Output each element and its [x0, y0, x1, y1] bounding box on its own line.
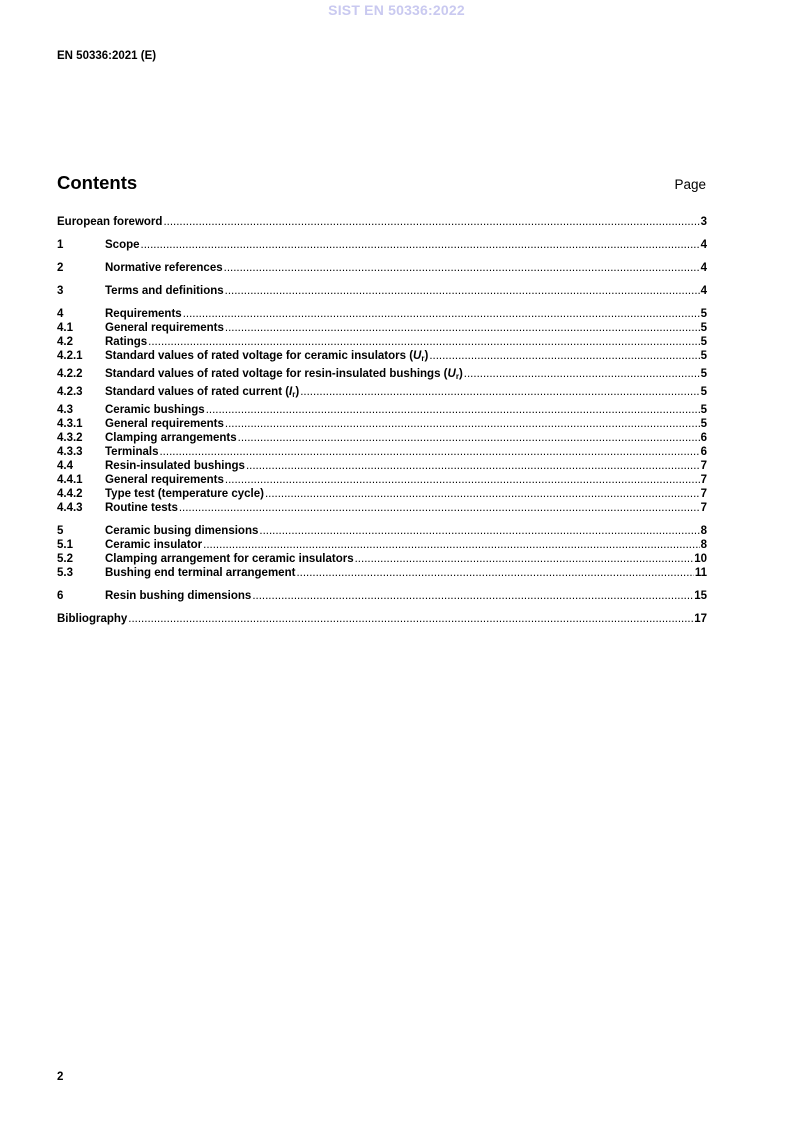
toc-entry-page: 7	[700, 488, 707, 500]
toc-entry-number: 5	[57, 525, 64, 537]
toc-entry-title: Normative references	[105, 262, 223, 274]
toc-entry-5[interactable]	[57, 524, 707, 538]
toc-entry-number: 5.1	[57, 539, 73, 551]
toc-entry-page: 5	[700, 308, 707, 320]
title-text: Standard values of rated current (	[105, 386, 290, 398]
toc-entry-title: Clamping arrangement for ceramic insulators	[105, 553, 354, 565]
toc-entry-number: 5.3	[57, 567, 73, 579]
toc-entry-title: Ratings	[105, 336, 148, 348]
toc-entry-page: 10	[694, 553, 707, 565]
toc-entry-number: 2	[57, 262, 64, 274]
toc-entry-4-1[interactable]	[57, 321, 707, 335]
symbol: U	[447, 368, 456, 380]
toc-entry-4[interactable]	[57, 307, 707, 321]
toc-entry-page: 8	[700, 525, 707, 537]
title-text: Standard values of rated voltage for resin-insulated bushings (	[105, 368, 448, 380]
dot-leader	[238, 431, 700, 445]
toc-entry-page: 5	[700, 322, 707, 334]
title-text: )	[424, 350, 429, 362]
toc-entry-4-4[interactable]	[57, 459, 707, 473]
toc-entry-page: 5	[700, 350, 707, 362]
toc-entry-title: Terms and definitions	[105, 285, 224, 297]
toc-entry-page: 7	[700, 474, 707, 486]
symbol-subscript: r	[292, 390, 296, 399]
toc-entry-4-2[interactable]	[57, 335, 707, 349]
toc-entry-title: Scope	[105, 239, 140, 251]
toc-entry-4-2-3[interactable]	[57, 385, 707, 399]
toc-entry-5-3[interactable]	[57, 566, 707, 580]
dot-leader	[141, 238, 700, 252]
toc-entry-title: Bibliography	[57, 613, 128, 625]
toc-entry-title: General requirements	[105, 474, 224, 486]
toc-entry-3[interactable]	[57, 284, 707, 298]
toc-entry-page: 3	[700, 216, 707, 228]
page-column-heading: Page	[674, 177, 706, 192]
symbol: U	[413, 350, 422, 362]
dot-leader	[224, 261, 700, 275]
toc-entry-page: 4	[700, 285, 707, 297]
dot-leader	[225, 473, 700, 487]
symbol: I	[289, 386, 293, 398]
toc-entry-page: 6	[700, 446, 707, 458]
toc-entry-5-2[interactable]	[57, 552, 707, 566]
toc-entry-title	[105, 385, 299, 399]
toc-entry-page: 5	[700, 386, 707, 398]
toc-entry-4-3-1[interactable]	[57, 417, 707, 431]
toc-entry-number: 1	[57, 239, 64, 251]
dot-leader	[259, 524, 699, 538]
contents-heading: Contents	[57, 172, 138, 193]
toc-entry-number: 4.4.1	[57, 474, 83, 486]
toc-entry-number: 4.3.2	[57, 432, 83, 444]
toc-entry-page: 5	[700, 418, 707, 430]
dot-leader	[203, 538, 699, 552]
toc-entry-title: General requirements	[105, 322, 224, 334]
toc-entry-page: 5	[700, 404, 707, 416]
toc-entry-page: 4	[700, 239, 707, 251]
toc-entry-page: 11	[694, 567, 707, 579]
toc-entry-4-4-3[interactable]	[57, 501, 707, 515]
toc-entry-title: Requirements	[105, 308, 182, 320]
toc-entry-title	[105, 367, 463, 381]
title-text: )	[295, 386, 300, 398]
toc-entry-title: Resin bushing dimensions	[105, 590, 252, 602]
dot-leader	[296, 566, 693, 580]
dot-leader	[163, 215, 699, 229]
dot-leader	[159, 445, 699, 459]
dot-leader	[355, 552, 694, 566]
toc-entry-page: 15	[694, 590, 707, 602]
dot-leader	[265, 487, 700, 501]
toc-entry-4-2-2[interactable]	[57, 367, 707, 381]
toc-entry-4-3[interactable]	[57, 403, 707, 417]
dot-leader	[300, 385, 699, 399]
toc-entry-bibliography[interactable]	[57, 612, 707, 626]
symbol-subscript: r	[455, 372, 459, 381]
toc-entry-title: Bushing end terminal arrangement	[105, 567, 296, 579]
toc-entry-title: Ceramic insulator	[105, 539, 203, 551]
toc-entry-number: 4.2.3	[57, 386, 83, 398]
toc-entry-page: 5	[700, 336, 707, 348]
toc-entry-title: Resin-insulated bushings	[105, 460, 245, 472]
dot-leader	[183, 307, 700, 321]
dot-leader	[225, 417, 700, 431]
table-of-contents	[57, 215, 707, 626]
dot-leader	[206, 403, 700, 417]
toc-entry-page: 8	[700, 539, 707, 551]
toc-entry-page: 6	[700, 432, 707, 444]
toc-entry-4-2-1[interactable]	[57, 349, 707, 363]
toc-entry-european-foreword[interactable]	[57, 215, 707, 229]
dot-leader	[429, 349, 699, 363]
toc-entry-5-1[interactable]	[57, 538, 707, 552]
document-id: EN 50336:2021 (E)	[57, 50, 157, 62]
toc-entry-number: 4.2.1	[57, 350, 83, 362]
dot-leader	[179, 501, 700, 515]
toc-entry-6[interactable]	[57, 589, 707, 603]
toc-entry-number: 4.2	[57, 336, 73, 348]
toc-entry-page: 5	[700, 368, 707, 380]
toc-entry-number: 4.1	[57, 322, 73, 334]
toc-entry-number: 4.4.2	[57, 488, 83, 500]
dot-leader	[148, 335, 699, 349]
toc-entry-number: 6	[57, 590, 64, 602]
symbol-subscript: r	[421, 354, 425, 363]
toc-entry-1[interactable]	[57, 238, 707, 252]
toc-entry-number: 3	[57, 285, 64, 297]
dot-leader	[252, 589, 693, 603]
toc-entry-page: 17	[694, 613, 707, 625]
toc-entry-title: General requirements	[105, 418, 224, 430]
toc-entry-title: Terminals	[105, 446, 159, 458]
toc-entry-number: 4.2.2	[57, 368, 83, 380]
watermark: SIST EN 50336:2022	[328, 2, 465, 18]
toc-entry-4-4-1[interactable]	[57, 473, 707, 487]
toc-entry-page: 4	[700, 262, 707, 274]
toc-entry-number: 4.3	[57, 404, 73, 416]
toc-entry-number: 4.4	[57, 460, 73, 472]
toc-entry-2[interactable]	[57, 261, 707, 275]
toc-entry-title: Routine tests	[105, 502, 178, 514]
title-text: Standard values of rated voltage for ceramic insulators (	[105, 350, 414, 362]
dot-leader	[225, 284, 700, 298]
toc-entry-4-4-2[interactable]	[57, 487, 707, 501]
toc-entry-title: Type test (temperature cycle)	[105, 488, 264, 500]
title-text: )	[458, 368, 463, 380]
dot-leader	[128, 612, 693, 626]
toc-entry-page: 7	[700, 460, 707, 472]
toc-entry-page: 7	[700, 502, 707, 514]
toc-entry-number: 5.2	[57, 553, 73, 565]
toc-entry-number: 4	[57, 308, 64, 320]
dot-leader	[464, 367, 700, 381]
toc-entry-4-3-3[interactable]	[57, 445, 707, 459]
toc-entry-4-3-2[interactable]	[57, 431, 707, 445]
toc-entry-title: Ceramic busing dimensions	[105, 525, 259, 537]
dot-leader	[246, 459, 700, 473]
toc-entry-title: European foreword	[57, 216, 163, 228]
page-number: 2	[57, 1071, 64, 1083]
toc-entry-number: 4.3.3	[57, 446, 83, 458]
dot-leader	[225, 321, 700, 335]
toc-entry-number: 4.3.1	[57, 418, 83, 430]
toc-entry-title	[105, 349, 428, 363]
toc-entry-title: Clamping arrangements	[105, 432, 237, 444]
toc-entry-number: 4.4.3	[57, 502, 83, 514]
toc-entry-title: Ceramic bushings	[105, 404, 205, 416]
